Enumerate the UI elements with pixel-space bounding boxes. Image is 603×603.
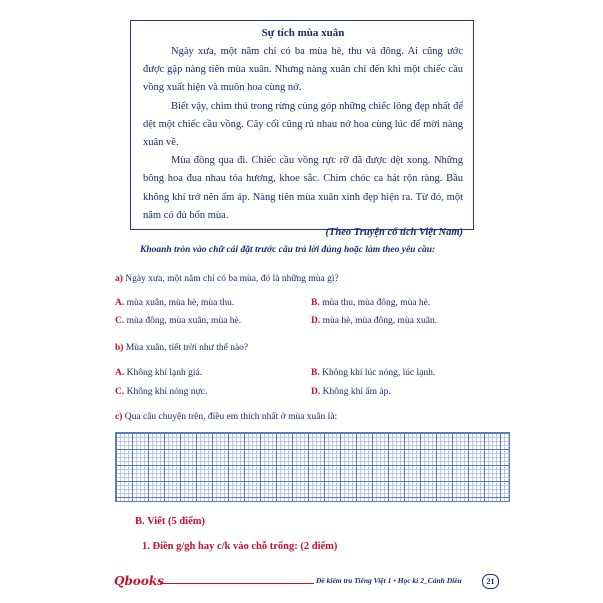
section-b-title: B. Viết (5 điểm): [135, 516, 205, 527]
option-text: mùa hè, mùa đông, mùa xuân.: [322, 316, 438, 326]
option-a-A[interactable]: [115, 298, 234, 308]
option-text: mùa thu, mùa đông, mùa hè.: [322, 298, 431, 308]
question-a: [115, 274, 339, 284]
footer-bullet: •: [391, 576, 398, 585]
footer-semester: Học kì 2_Cánh Diều: [397, 576, 462, 585]
option-b-C[interactable]: [115, 387, 207, 397]
story-box: [130, 20, 474, 239]
option-a-D[interactable]: [311, 316, 437, 326]
option-text: Không khí lạnh giá.: [126, 368, 203, 378]
instruction: Khoanh tròn vào chữ cái đặt trước câu trả lời đúng hoặc làm theo yêu cầu:: [140, 245, 436, 255]
question-a-label: a): [115, 274, 123, 284]
option-text: mùa xuân, mùa hè, mùa thu.: [126, 298, 235, 308]
option-text: Không khí ấm áp.: [322, 387, 391, 397]
section-b-item-1: 1. Điền g/gh hay c/k vào chỗ trống: (2 điểm): [142, 541, 338, 552]
option-letter: A.: [115, 298, 125, 308]
option-text: Không khí nóng nực.: [126, 387, 208, 397]
story-paragraph-3: Mùa đông qua đi. Chiếc cầu vồng rực rỡ đã được dệt xong. Những bông hoa đua nhau tỏa hương, khoe sắc. Chim chóc ca hát rộn ràng. Bầu không khí trở nên ấm áp. Nàng tiên mùa xuân xinh đẹp hiện ra. Từ đó, một năm có đủ bốn mùa.: [143, 155, 463, 221]
option-a-C[interactable]: [115, 316, 241, 326]
option-text: mùa đông, mùa xuân, mùa hè.: [126, 316, 242, 326]
option-b-D[interactable]: [311, 387, 391, 397]
story-paragraph-2: Biết vậy, chim thú trong rừng cùng góp những chiếc lông đẹp nhất để dệt một chiếc cầu vồng. Cây cối cũng rủ nhau nở hoa cùng lúc để mời nàng xuân về.: [143, 100, 463, 149]
question-b-text: Mùa xuân, tiết trời như thế nào?: [125, 343, 249, 353]
story-paragraph-1: Ngày xưa, một năm chỉ có ba mùa hè, thu và đông. Ai cũng ước được gặp nàng tiên mùa xuân. Nhưng nàng xuân chỉ đến khi một chiếc cầu vồng xuất hiện và muôn hoa cùng nở.: [143, 46, 463, 94]
page-number: 21: [482, 574, 499, 589]
question-c-text: Qua câu chuyện trên, điều em thích nhất ở mùa xuân là:: [124, 412, 338, 422]
question-c: [115, 412, 337, 422]
question-b: [115, 343, 248, 353]
option-letter: D.: [311, 316, 321, 326]
option-a-B[interactable]: [311, 298, 430, 308]
story-title: Sự tích mùa xuân: [261, 27, 345, 39]
footer-book-title: Đề kiểm tra Tiếng Việt 1: [316, 576, 392, 585]
option-b-B[interactable]: [311, 368, 435, 378]
qbooks-logo: Qbooks: [114, 574, 164, 588]
question-c-label: c): [115, 412, 123, 422]
option-letter: B.: [311, 298, 320, 308]
option-letter: C.: [115, 316, 125, 326]
option-letter: D.: [311, 387, 321, 397]
footer-text: [316, 576, 462, 585]
writing-grid[interactable]: [115, 432, 510, 502]
option-letter: A.: [115, 368, 125, 378]
option-b-A[interactable]: [115, 368, 202, 378]
option-text: Không khí lúc nóng, lúc lạnh.: [322, 368, 436, 378]
option-letter: B.: [311, 368, 320, 378]
question-b-label: b): [115, 343, 124, 353]
story-source: (Theo Truyện cổ tích Việt Nam): [325, 227, 463, 239]
question-a-text: Ngày xưa, một năm chỉ có ba mùa, đó là những mùa gì?: [125, 274, 339, 284]
footer-rule: [160, 583, 314, 584]
option-letter: C.: [115, 387, 125, 397]
